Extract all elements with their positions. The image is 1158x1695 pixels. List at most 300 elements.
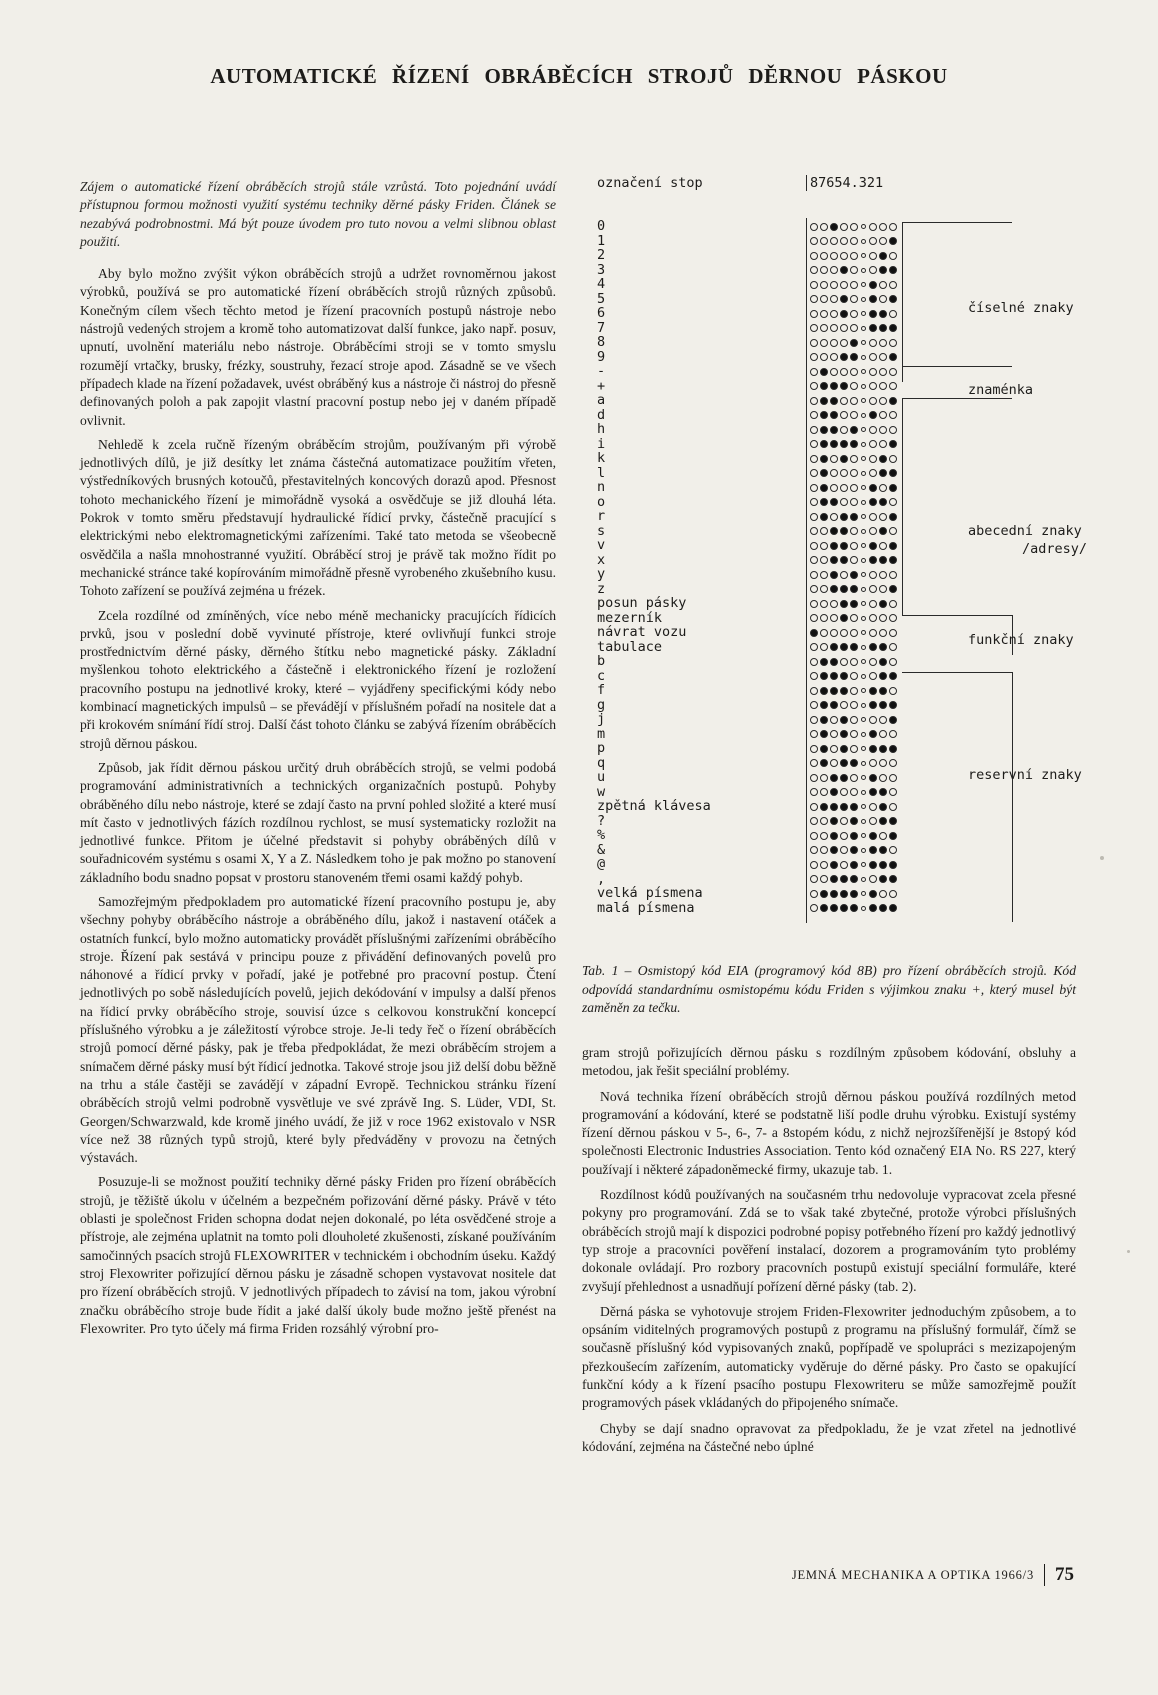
blank-hole — [830, 266, 838, 274]
feed-hole — [861, 369, 866, 374]
tape-row — [810, 815, 902, 828]
punched-hole — [879, 252, 887, 260]
punched-hole — [879, 745, 887, 753]
blank-hole — [810, 832, 818, 840]
tape-row — [810, 467, 902, 480]
punched-hole — [840, 759, 848, 767]
punched-hole — [889, 832, 897, 840]
punched-hole — [869, 861, 877, 869]
punched-hole — [820, 701, 828, 709]
punched-hole — [879, 875, 887, 883]
blank-hole — [850, 701, 858, 709]
group-label-address: /adresy/ — [1022, 541, 1088, 557]
blank-hole — [889, 382, 897, 390]
blank-hole — [840, 817, 848, 825]
blank-hole — [830, 513, 838, 521]
blank-hole — [840, 498, 848, 506]
blank-hole — [840, 339, 848, 347]
blank-hole — [869, 339, 877, 347]
tape-row — [810, 438, 902, 451]
punched-hole — [830, 890, 838, 898]
blank-hole — [810, 571, 818, 579]
blank-hole — [810, 310, 818, 318]
punched-hole — [889, 484, 897, 492]
table-row-label: 8 — [597, 334, 606, 350]
blank-hole — [820, 237, 828, 245]
table-row-label: w — [597, 783, 606, 800]
blank-hole — [889, 614, 897, 622]
blank-hole — [830, 629, 838, 637]
blank-hole — [830, 237, 838, 245]
blank-hole — [850, 411, 858, 419]
feed-hole — [861, 587, 866, 592]
tape-row — [810, 394, 902, 407]
blank-hole — [889, 223, 897, 231]
punched-hole — [850, 861, 858, 869]
punched-hole — [869, 701, 877, 709]
punched-hole — [840, 527, 848, 535]
blank-hole — [810, 585, 818, 593]
table-row-label: tabulace — [597, 638, 663, 655]
blank-hole — [850, 252, 858, 260]
punched-hole — [850, 904, 858, 912]
blank-hole — [850, 455, 858, 463]
tape-row — [810, 742, 902, 755]
punched-hole — [850, 890, 858, 898]
punched-hole — [840, 382, 848, 390]
blank-hole — [820, 281, 828, 289]
punched-hole — [879, 658, 887, 666]
blank-hole — [869, 600, 877, 608]
punched-hole — [820, 397, 828, 405]
tape-row — [810, 684, 902, 697]
table-row-label: návrat vozu — [597, 624, 687, 640]
table-row-label: , — [597, 870, 606, 887]
feed-hole — [861, 804, 866, 809]
blank-hole — [869, 353, 877, 361]
blank-hole — [830, 759, 838, 767]
tape-row — [810, 278, 902, 291]
blank-hole — [810, 803, 818, 811]
feed-hole — [861, 688, 866, 693]
blank-hole — [879, 774, 887, 782]
bracket-numeric — [902, 222, 903, 382]
punched-hole — [889, 861, 897, 869]
table-row-label: r — [597, 508, 606, 524]
blank-hole — [889, 571, 897, 579]
punched-hole — [840, 614, 848, 622]
punched-hole — [830, 411, 838, 419]
blank-hole — [889, 527, 897, 535]
blank-hole — [820, 600, 828, 608]
bracket-divider — [902, 672, 1012, 673]
feed-hole — [861, 717, 866, 722]
table-row-label: p — [597, 740, 606, 756]
feed-hole — [861, 746, 866, 751]
blank-hole — [810, 701, 818, 709]
blank-hole — [830, 716, 838, 724]
blank-hole — [810, 397, 818, 405]
journal-name: JEMNÁ MECHANIKA A OPTIKA 1966/3 — [791, 1567, 1034, 1582]
feed-hole — [861, 630, 866, 635]
blank-hole — [810, 223, 818, 231]
punched-hole — [820, 455, 828, 463]
tape-row — [810, 829, 902, 842]
punched-hole — [889, 397, 897, 405]
feed-hole — [861, 311, 866, 316]
punched-hole — [889, 353, 897, 361]
punched-hole — [889, 585, 897, 593]
punched-hole — [830, 672, 838, 680]
tape-row — [810, 293, 902, 306]
blank-hole — [830, 368, 838, 376]
blank-hole — [810, 817, 818, 825]
blank-hole — [869, 440, 877, 448]
table-row-label: x — [597, 551, 606, 568]
punched-hole — [830, 658, 838, 666]
feed-hole — [861, 224, 866, 229]
blank-hole — [850, 629, 858, 637]
punched-hole — [879, 672, 887, 680]
blank-hole — [869, 513, 877, 521]
blank-hole — [869, 658, 877, 666]
punched-hole — [850, 571, 858, 579]
punched-hole — [830, 556, 838, 564]
blank-hole — [889, 658, 897, 666]
tape-edge — [806, 218, 807, 923]
table-row-label: @ — [597, 856, 606, 872]
blank-hole — [869, 875, 877, 883]
tape-row — [810, 525, 902, 538]
punched-hole — [840, 904, 848, 912]
punched-hole — [889, 469, 897, 477]
paragraph: Děrná páska se vyhotovuje strojem Friden-Flexowriter jednoduchým způsobem, a to opsáním viditelných programových postupů z programu na příslušný formulář, čímž se současně příslušný kód vypisovaných znaků, popřípadě ve spolupráci s mezizapojeným přezkoušecím zařízením, automaticky vyděruje do děrné pásky. Pro často se opakující funkční kódy a k řízení psacího postupu Flexowriteru se může samozřejmě použít programových pásek vkládaných do připojeného snímače. — [582, 1303, 1076, 1411]
table-row-label: f — [597, 682, 606, 698]
punched-hole — [830, 571, 838, 579]
punched-hole — [850, 339, 858, 347]
blank-hole — [879, 730, 887, 738]
punched-hole — [850, 585, 858, 593]
blank-hole — [869, 817, 877, 825]
feed-hole — [861, 253, 866, 258]
blank-hole — [820, 339, 828, 347]
feed-hole — [861, 500, 866, 505]
tape-row — [810, 220, 902, 233]
blank-hole — [869, 455, 877, 463]
punched-hole — [889, 324, 897, 332]
punched-hole — [830, 223, 838, 231]
punched-hole — [869, 730, 877, 738]
tape-row — [810, 612, 902, 625]
punched-hole — [830, 397, 838, 405]
punched-hole — [850, 353, 858, 361]
group-label-function: funkční znaky — [968, 632, 1074, 648]
feed-hole — [861, 790, 866, 795]
feed-hole — [861, 326, 866, 331]
blank-hole — [879, 542, 887, 550]
blank-hole — [879, 716, 887, 724]
punched-hole — [810, 629, 818, 637]
blank-hole — [869, 614, 877, 622]
feed-hole — [861, 558, 866, 563]
punched-hole — [869, 324, 877, 332]
bracket-divider — [1012, 654, 1013, 655]
blank-hole — [810, 875, 818, 883]
paragraph: Posuzuje-li se možnost použití techniky děrné pásky Friden pro řízení obráběcích strojů, je těžiště úkolu v účelném a bezpečném pořizování děrné pásky. Právě v této oblasti je společnost Friden schopna dodat nejen dokonalé, po léta osvědčené stroje a přístroje, ale zejména uplatnit na tomto poli dlouholeté zkušenosti, získané používáním samočinných psacích strojů FLEXOWRITER v technickém i obchodním úseku. Každý stroj Flexowriter pořizující děrnou pásku je zásadně schopen vystavovat nositele dat pro řízení obráběcích strojů. V jednotlivých případech to závisí na tom, jakou výrobní značku obráběcího stroje bude řídit a jaké další úkoly bude možno ještě přenést na Flexowriter. Pro tyto účely má firma Friden rozsáhlý výrobní pro- — [80, 1174, 556, 1336]
punched-hole — [830, 861, 838, 869]
blank-hole — [889, 498, 897, 506]
feed-hole — [861, 572, 866, 577]
blank-hole — [869, 571, 877, 579]
blank-hole — [810, 527, 818, 535]
punched-hole — [889, 556, 897, 564]
punched-hole — [840, 803, 848, 811]
group-label-signs: znaménka — [968, 382, 1034, 398]
blank-hole — [879, 353, 887, 361]
blank-hole — [889, 426, 897, 434]
punched-hole — [820, 440, 828, 448]
blank-hole — [879, 832, 887, 840]
blank-hole — [850, 484, 858, 492]
table-row-label: n — [597, 479, 606, 495]
blank-hole — [879, 890, 887, 898]
blank-hole — [879, 295, 887, 303]
punched-hole — [830, 904, 838, 912]
blank-hole — [810, 469, 818, 477]
blank-hole — [810, 890, 818, 898]
tape-row — [810, 568, 902, 581]
bracket-divider — [902, 222, 1012, 223]
blank-hole — [820, 324, 828, 332]
blank-hole — [810, 237, 818, 245]
tape-row — [810, 322, 902, 335]
tape-row — [810, 351, 902, 364]
blank-hole — [879, 426, 887, 434]
tape-row — [810, 858, 902, 871]
punched-hole — [840, 730, 848, 738]
blank-hole — [810, 339, 818, 347]
punched-hole — [850, 513, 858, 521]
blank-hole — [820, 861, 828, 869]
blank-hole — [879, 484, 887, 492]
table-row-label: c — [597, 667, 606, 684]
blank-hole — [810, 614, 818, 622]
paragraph: Způsob, jak řídit děrnou páskou určitý druh obráběcích strojů, se velmi podobá programování administrativních a technických organizačních postupů. Pohyby obráběného dílu nebo nástroje, které se zdají často na první pohled složité a které musí mít často v jednotlivých fázích rozdílnou rychlost, se musí systematicky rozložit na jednotlivé funkce. Přitom je účelné představit si pohyby obráběných dílů v souřadnicovém systému s osami X, Y a Z. Následkem toho je pak možno po stanovení základního bodu snadno popsat v prostoru stanoveném třemi osami každý pohyb. — [80, 759, 556, 885]
table-row-label: b — [597, 653, 606, 669]
punched-hole — [869, 295, 877, 303]
punched-hole — [869, 774, 877, 782]
punched-hole — [869, 484, 877, 492]
blank-hole — [850, 281, 858, 289]
blank-hole — [810, 542, 818, 550]
punched-hole — [879, 904, 887, 912]
blank-hole — [889, 788, 897, 796]
article-title: AUTOMATICKÉ ŘÍZENÍ OBRÁBĚCÍCH STROJŮ DĚRNOU PÁSKOU — [210, 64, 948, 88]
blank-hole — [810, 281, 818, 289]
blank-hole — [850, 527, 858, 535]
table-row-label: 4 — [597, 276, 606, 292]
punched-hole — [879, 455, 887, 463]
feed-hole — [861, 906, 866, 911]
paper-speck — [1100, 856, 1104, 860]
blank-hole — [869, 759, 877, 767]
punched-hole — [879, 498, 887, 506]
table-row-label: l — [597, 464, 606, 481]
blank-hole — [879, 382, 887, 390]
punched-hole — [869, 846, 877, 854]
blank-hole — [810, 788, 818, 796]
punched-hole — [820, 803, 828, 811]
blank-hole — [840, 324, 848, 332]
punched-hole — [850, 643, 858, 651]
feed-hole — [861, 529, 866, 534]
punched-hole — [840, 643, 848, 651]
punched-hole — [850, 600, 858, 608]
blank-hole — [810, 745, 818, 753]
blank-hole — [869, 716, 877, 724]
punched-hole — [840, 455, 848, 463]
tape-row — [810, 713, 902, 726]
table-row-label: 5 — [597, 290, 606, 307]
punched-hole — [879, 310, 887, 318]
feed-hole — [861, 340, 866, 345]
table-row-label: z — [597, 580, 606, 597]
blank-hole — [879, 571, 887, 579]
blank-hole — [840, 861, 848, 869]
blank-hole — [850, 368, 858, 376]
feed-hole — [861, 398, 866, 403]
blank-hole — [830, 310, 838, 318]
paragraph: Chyby se dají snadno opravovat za předpokladu, že je vzat zřetel na jednotlivé kódování, zejména na částečné nebo úplné — [582, 1420, 1076, 1454]
blank-hole — [820, 629, 828, 637]
tape-row — [810, 539, 902, 552]
punched-hole — [820, 658, 828, 666]
feed-hole — [861, 601, 866, 606]
punched-hole — [840, 716, 848, 724]
blank-hole — [889, 455, 897, 463]
blank-hole — [820, 223, 828, 231]
table-row-label: v — [597, 537, 606, 553]
table-row-label: 7 — [597, 319, 606, 336]
blank-hole — [850, 324, 858, 332]
punched-hole — [879, 469, 887, 477]
feed-hole — [861, 775, 866, 780]
tape-row — [810, 670, 902, 683]
footer-divider — [1044, 1564, 1045, 1586]
tape-row — [810, 844, 902, 857]
blank-hole — [830, 339, 838, 347]
punched-hole — [869, 745, 877, 753]
punched-hole — [889, 875, 897, 883]
table-caption: Tab. 1 – Osmistopý kód EIA (programový kód 8B) pro řízení obráběcích strojů. Kód odpovídá standardnímu osmistopému kódu Friden s výjimkou znaku +, který musel být zaměněn za tečku. — [582, 963, 1076, 1015]
blank-hole — [820, 556, 828, 564]
article-intro: Zájem o automatické řízení obráběcích strojů stále vzrůstá. Toto pojednání uvádí přístupnou formou možnosti využití systému techniky děrné pásky Friden. Článek se nezabývá podrobnostmi. Má být pouze úvodem pro tuto novou a velmi slibnou oblast použití. — [80, 179, 556, 249]
blank-hole — [810, 295, 818, 303]
punched-hole — [869, 890, 877, 898]
blank-hole — [869, 368, 877, 376]
blank-hole — [820, 310, 828, 318]
blank-hole — [889, 600, 897, 608]
table-row-label: k — [597, 450, 606, 466]
punched-hole — [820, 513, 828, 521]
punched-hole — [879, 324, 887, 332]
punched-hole — [850, 846, 858, 854]
table-row-label: g — [597, 696, 606, 713]
punched-hole — [850, 832, 858, 840]
blank-hole — [850, 788, 858, 796]
blank-hole — [850, 469, 858, 477]
punched-hole — [879, 556, 887, 564]
punched-hole — [889, 440, 897, 448]
punched-hole — [830, 527, 838, 535]
feed-hole — [861, 659, 866, 664]
tape-row — [810, 452, 902, 465]
blank-hole — [850, 658, 858, 666]
paragraph: Aby bylo možno zvýšit výkon obráběcích strojů a udržet rovnoměrnou jakost výrobků, používá se pro automatické řízení obráběcích strojů různých způsobů. Konečným cílem všech těchto metod je řízení pracovních postupů nástroje nebo nástrojů vedených strojem a kromě toho automatizovat další funkce, jako např. posuv, upnutí, uvolnění materiálu nebo nástroje. Obráběcími stroji se v tomto smyslu rozumějí vrtačky, brusky, frézky, soustruhy, řezací stroje apod. Zásadně se ve všech případech klade na řízení požadavek, uvést obráběný kus a nástroje či nástroj do přesně definovaných poloh a pak zapojit vlastní pracovní postup nebo jej v daném případě ovlivnit. — [80, 266, 556, 428]
blank-hole — [820, 585, 828, 593]
blank-hole — [869, 223, 877, 231]
blank-hole — [830, 295, 838, 303]
tape-row — [810, 336, 902, 349]
blank-hole — [879, 368, 887, 376]
blank-hole — [879, 629, 887, 637]
punched-hole — [820, 484, 828, 492]
blank-hole — [830, 353, 838, 361]
table-header-label: označení stop — [597, 175, 703, 191]
blank-hole — [850, 774, 858, 782]
blank-hole — [820, 252, 828, 260]
blank-hole — [869, 527, 877, 535]
blank-hole — [840, 571, 848, 579]
blank-hole — [850, 614, 858, 622]
blank-hole — [810, 904, 818, 912]
punched-hole — [830, 875, 838, 883]
punched-hole — [879, 817, 887, 825]
tape-row — [810, 307, 902, 320]
feed-hole — [861, 413, 866, 418]
blank-hole — [830, 614, 838, 622]
punched-hole — [840, 266, 848, 274]
punched-hole — [879, 643, 887, 651]
table-row-label: u — [597, 769, 606, 785]
table-row-label: 0 — [597, 218, 606, 234]
tape-row — [810, 380, 902, 393]
blank-hole — [850, 382, 858, 390]
punched-hole — [840, 295, 848, 303]
tape-row — [810, 510, 902, 523]
blank-hole — [830, 281, 838, 289]
blank-hole — [820, 571, 828, 579]
table-row-label: velká písmena — [597, 885, 703, 901]
blank-hole — [879, 614, 887, 622]
blank-hole — [850, 542, 858, 550]
punched-hole — [879, 266, 887, 274]
tape-row — [810, 423, 902, 436]
punched-hole — [889, 295, 897, 303]
bracket-divider — [902, 615, 1012, 616]
feed-hole — [861, 645, 866, 650]
feed-hole — [861, 355, 866, 360]
blank-hole — [889, 281, 897, 289]
tape-row — [810, 728, 902, 741]
blank-hole — [810, 324, 818, 332]
punched-hole — [869, 643, 877, 651]
blank-hole — [820, 643, 828, 651]
punched-hole — [889, 513, 897, 521]
punched-hole — [869, 904, 877, 912]
blank-hole — [820, 353, 828, 361]
tape-row — [810, 365, 902, 378]
